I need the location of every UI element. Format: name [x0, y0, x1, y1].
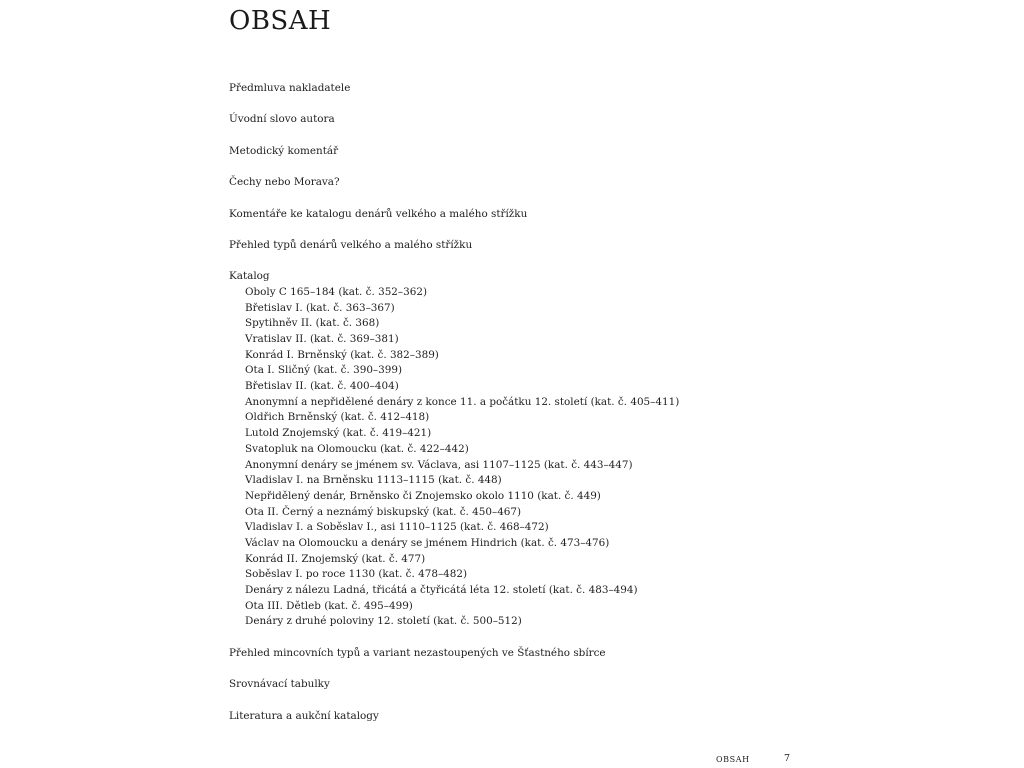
toc-entry-catalog[interactable]: Katalog: [229, 270, 270, 283]
toc-entry-literature[interactable]: Literatura a aukční katalogy: [229, 709, 379, 722]
toc-entry-method[interactable]: Metodický komentář: [229, 144, 339, 157]
catalog-item[interactable]: Anonymní denáry se jménem sv. Václava, asi 1107–1125 (kat. č. 443–447): [245, 458, 633, 471]
catalog-item[interactable]: Ota II. Černý a neznámý biskupský (kat. č. 450–467): [245, 505, 522, 518]
toc-entry-tables[interactable]: Srovnávací tabulky: [229, 678, 330, 691]
catalog-item[interactable]: Václav na Olomoucku a denáry se jménem Hindrich (kat. č. 473–476): [245, 536, 610, 549]
running-footer-label: OBSAH: [716, 755, 750, 764]
page-title: OBSAH: [229, 6, 332, 36]
catalog-item[interactable]: Lutold Znojemský (kat. č. 419–421): [245, 427, 432, 440]
catalog-item[interactable]: Ota I. Sličný (kat. č. 390–399): [245, 364, 403, 377]
toc-entry-bohemia[interactable]: Čechy nebo Morava?: [229, 176, 340, 189]
catalog-item[interactable]: Soběslav I. po roce 1130 (kat. č. 478–482): [245, 568, 468, 581]
catalog-item[interactable]: Denáry z druhé poloviny 12. století (kat. č. 500–512): [245, 615, 522, 628]
table-of-contents: [229, 81, 849, 724]
catalog-item[interactable]: Oldřich Brněnský (kat. č. 412–418): [245, 411, 430, 424]
catalog-item[interactable]: Ota III. Dětleb (kat. č. 495–499): [245, 599, 413, 612]
catalog-item[interactable]: Nepřidělený denár, Brněnsko či Znojemsko okolo 1110 (kat. č. 449): [245, 489, 601, 502]
toc-entry-intro[interactable]: Úvodní slovo autora: [229, 113, 335, 126]
catalog-item[interactable]: Anonymní a nepřidělené denáry z konce 11. a počátku 12. století (kat. č. 405–411): [245, 395, 680, 408]
toc-entry-overview[interactable]: Přehled typů denárů velkého a malého střížku: [229, 238, 473, 251]
toc-entry-missing-types[interactable]: Přehled mincovních typů a variant nezastoupených ve Šťastného sbírce: [229, 646, 606, 659]
toc-entry-preface[interactable]: Předmluva nakladatele: [229, 82, 351, 94]
catalog-item[interactable]: Vladislav I. a Soběslav I., asi 1110–1125 (kat. č. 468–472): [245, 521, 549, 534]
catalog-item[interactable]: Vratislav II. (kat. č. 369–381): [245, 333, 399, 345]
catalog-item[interactable]: Konrád II. Znojemský (kat. č. 477): [245, 552, 426, 565]
catalog-item[interactable]: Břetislav I. (kat. č. 363–367): [245, 301, 395, 314]
catalog-item[interactable]: Břetislav II. (kat. č. 400–404): [245, 380, 399, 393]
catalog-item[interactable]: Konrád I. Brněnský (kat. č. 382–389): [245, 348, 439, 361]
catalog-sublist: [229, 285, 849, 630]
catalog-item[interactable]: Svatopluk na Olomoucku (kat. č. 422–442): [245, 442, 469, 455]
catalog-item[interactable]: Oboly C 165–184 (kat. č. 352–362): [245, 285, 428, 298]
catalog-item[interactable]: Spytihněv II. (kat. č. 368): [245, 317, 380, 330]
catalog-item[interactable]: Vladislav I. na Brněnsku 1113–1115 (kat. č. 448): [245, 474, 502, 487]
catalog-item[interactable]: Denáry z nálezu Ladná, třicátá a čtyřicátá léta 12. století (kat. č. 483–494): [245, 584, 638, 596]
page-number: 7: [784, 753, 791, 764]
toc-entry-comments[interactable]: Komentáře ke katalogu denárů velkého a malého střížku: [229, 207, 528, 220]
